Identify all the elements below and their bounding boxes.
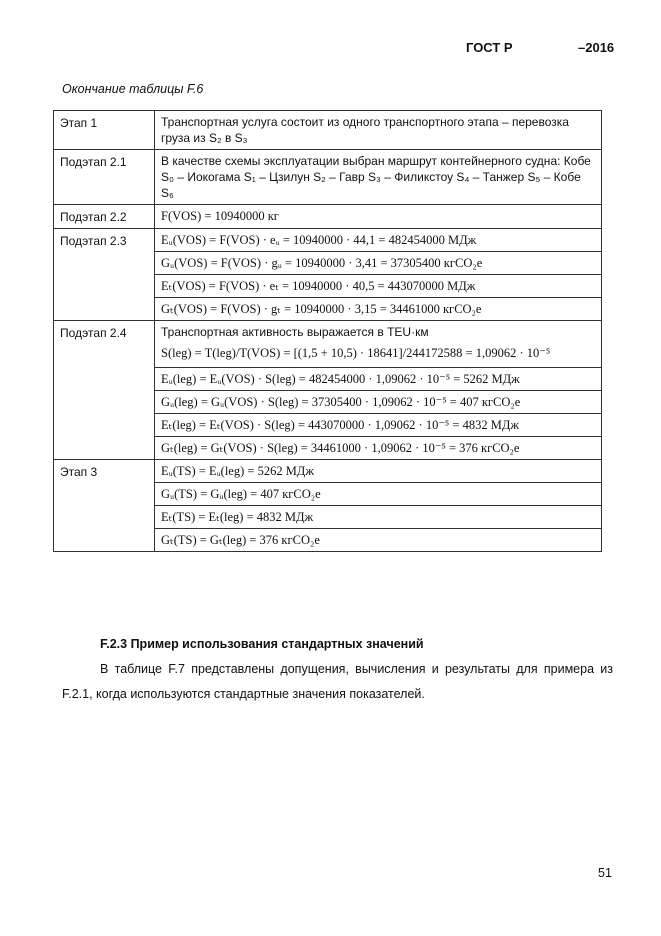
section-heading: F.2.3 Пример использования стандартных значений	[100, 637, 424, 651]
formula-cell: Eᵤ(VOS) = F(VOS) · eᵤ = 10940000 · 44,1 = 482454000 МДж	[155, 229, 602, 252]
formula-cell-group	[155, 321, 602, 368]
share-formula: S(leg) = T(leg)/T(VOS) = [(1,5 + 10,5) · 18641]/244172588 = 1,09062 · 10⁻⁵	[161, 346, 551, 360]
row-text: Транспортная активность выражается в TEU·км	[161, 325, 429, 339]
formula-cell: Eᵤ(TS) = Eᵤ(leg) = 5262 МДж	[155, 460, 602, 483]
formula-cell: F(VOS) = 10940000 кг	[155, 205, 602, 229]
doc-header-left: ГОСТ Р	[466, 40, 513, 55]
formula-cell: Gₜ(leg) = Gₜ(VOS) · S(leg) = 34461000 · 1,09062 · 10⁻⁵ = 376 кгCO₂e	[155, 437, 602, 460]
body-paragraph: В таблице F.7 представлены допущения, вычисления и результаты для примера из F.2.1, когда используются стандартные значения показателей.	[62, 662, 613, 701]
row-text: Транспортная услуга состоит из одного транспортного этапа – перевозка груза из S₂ в S₃	[155, 111, 602, 150]
formula-cell: Eₜ(VOS) = F(VOS) · eₜ = 10940000 · 40,5 = 443070000 МДж	[155, 275, 602, 298]
doc-header-right: –2016	[578, 40, 615, 55]
formula-cell: Gᵤ(TS) = Gᵤ(leg) = 407 кгCO₂e	[155, 483, 602, 506]
formula-cell: Gᵤ(VOS) = F(VOS) · gᵤ = 10940000 · 3,41 = 37305400 кгCO₂e	[155, 252, 602, 275]
row-label: Подэтап 2.4	[54, 321, 155, 460]
formula-cell: Gₜ(VOS) = F(VOS) · gₜ = 10940000 · 3,15 = 34461000 кгCO₂e	[155, 298, 602, 321]
table-row	[54, 229, 602, 252]
formula-cell: Eᵤ(leg) = Eᵤ(VOS) · S(leg) = 482454000 · 1,09062 · 10⁻⁵ = 5262 МДж	[155, 368, 602, 391]
row-label: Подэтап 2.1	[54, 150, 155, 205]
row-label: Этап 3	[54, 460, 155, 552]
table-row	[54, 205, 602, 229]
calculation-table	[53, 110, 602, 552]
formula-cell: Eₜ(TS) = Eₜ(leg) = 4832 МДж	[155, 506, 602, 529]
formula-cell: Gᵤ(leg) = Gᵤ(VOS) · S(leg) = 37305400 · 1,09062 · 10⁻⁵ = 407 кгCO₂e	[155, 391, 602, 414]
formula-cell: Eₜ(leg) = Eₜ(VOS) · S(leg) = 443070000 · 1,09062 · 10⁻⁵ = 4832 МДж	[155, 414, 602, 437]
formula-cell: Gₜ(TS) = Gₜ(leg) = 376 кгCO₂e	[155, 529, 602, 552]
table-row	[54, 111, 602, 150]
table-row	[54, 321, 602, 368]
table-caption: Окончание таблицы F.6	[62, 82, 204, 96]
row-text: В качестве схемы эксплуатации выбран маршрут контейнерного судна: Кобе S₀ – Иокогама S₁ – Цзилун S₂ – Гавр S₃ – Филикстоу S₄ – Танжер S₅ – Кобе S₆	[155, 150, 602, 205]
table-row	[54, 150, 602, 205]
table-row	[54, 460, 602, 483]
page-number: 51	[598, 866, 612, 880]
row-label: Подэтап 2.2	[54, 205, 155, 229]
row-label: Подэтап 2.3	[54, 229, 155, 321]
row-label: Этап 1	[54, 111, 155, 150]
